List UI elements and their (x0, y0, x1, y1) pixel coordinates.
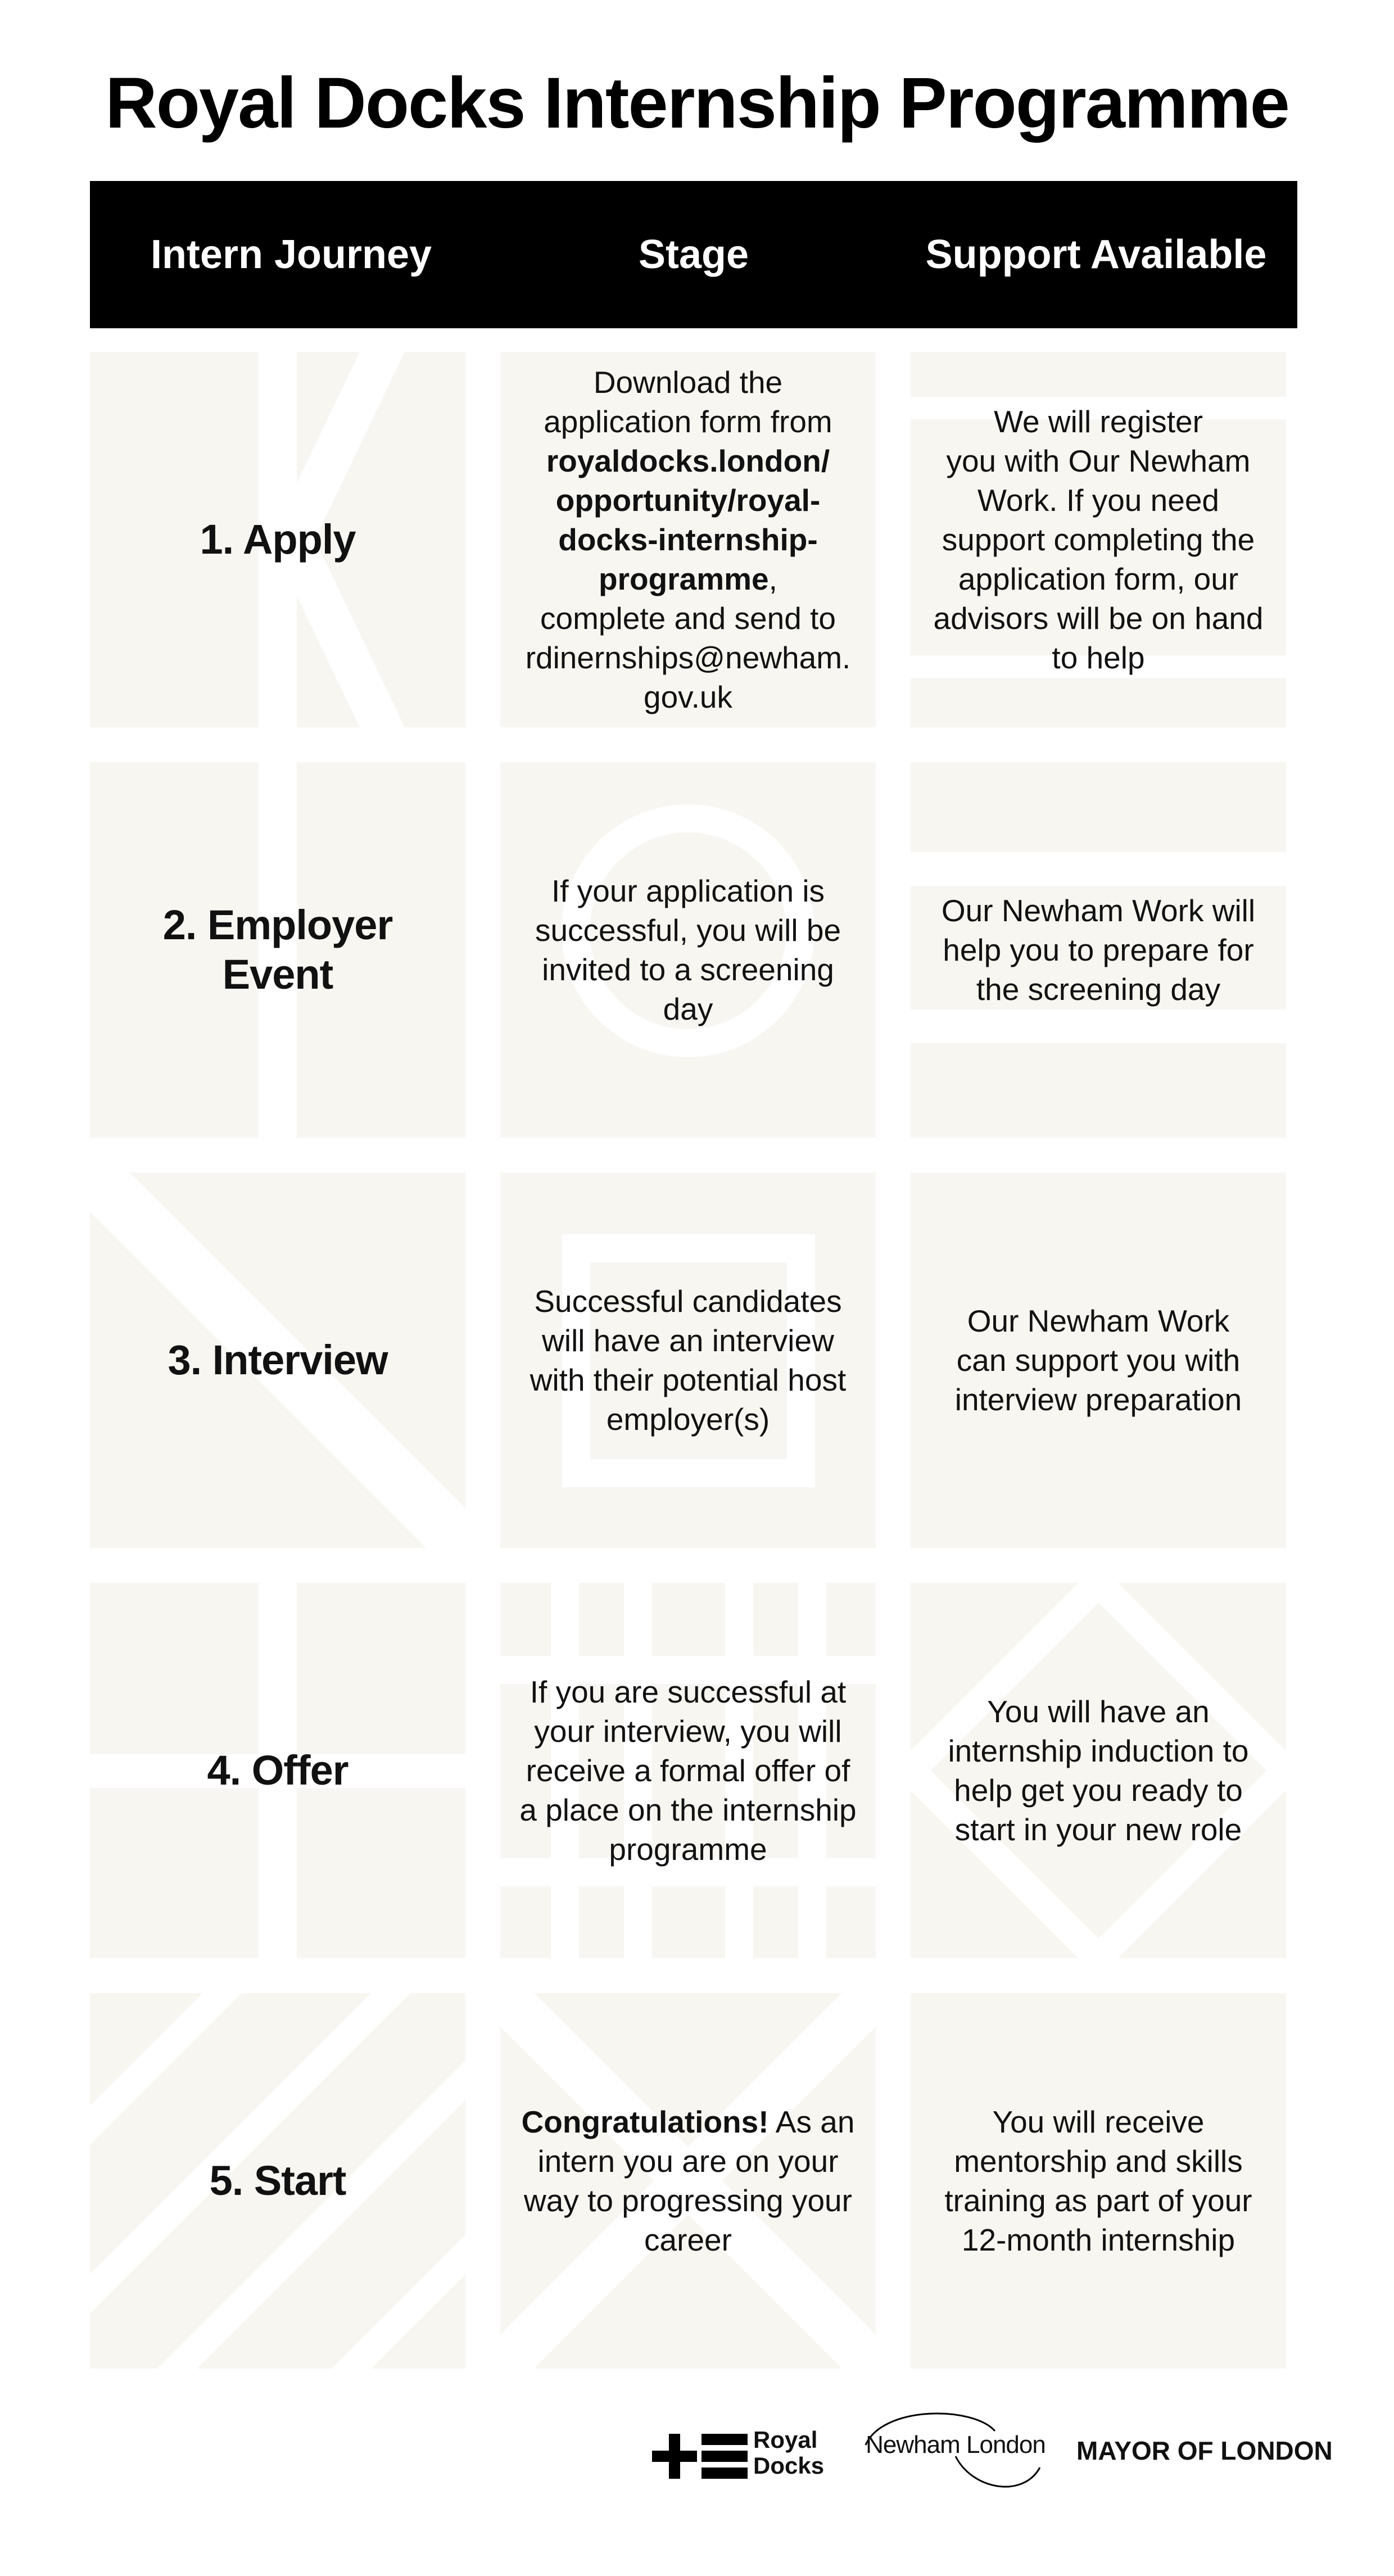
row3-stage-text: Successful candidates will have an interview with their potential host employer(s) (529, 1284, 847, 1437)
row1-support-cell (911, 352, 1286, 727)
row1-support-text: We will register you with Our Newham Work. If you need support completing the application form, our advisors will be on hand to help (933, 404, 1264, 675)
mayor-of-london-logo: MAYOR OF LONDON (1076, 2436, 1333, 2465)
row5-journey-cell (90, 1993, 465, 2369)
newham-london-logo-text: Newham London (866, 2431, 1046, 2459)
row2-journey-cell (90, 762, 465, 1138)
row3-support-cell (911, 1172, 1286, 1548)
row5-support-text: You will receive mentorship and skills training as part of your 12-month internship (944, 2104, 1252, 2257)
row2-support-text: Our Newham Work will help you to prepare for the screening day (941, 893, 1256, 1007)
royal-docks-logo-text: Royal Docks (753, 2426, 825, 2479)
row5-journey-label: 5. Start (209, 2157, 346, 2204)
row2-stage-cell (500, 762, 876, 1138)
row4-support-cell (911, 1583, 1286, 1958)
row1-stage-text: Download the application form from royaldocks.london/ opportunity/royal- docks-internship- programme, complete and send to rdinernships@newham. gov.uk (525, 365, 851, 714)
page-title: Royal Docks Internship Programme (105, 63, 1289, 143)
row2-stage-text: If your application is successful, you will be invited to a screening day (535, 873, 841, 1026)
row3-journey-label: 3. Interview (168, 1337, 388, 1383)
row2-journey-label: 2. Employer Event (162, 902, 393, 998)
row1-stage-cell (500, 352, 876, 727)
row4-journey-label: 4. Offer (207, 1747, 348, 1794)
row4-support-text: You will have an internship induction to help get you ready to start in your new role (948, 1694, 1249, 1847)
row5-stage-text: Congratulations! As an intern you are on your way to progressing your career (521, 2104, 855, 2257)
row3-support-text: Our Newham Work can support you with interview preparation (954, 1303, 1242, 1417)
row4-stage-cell (500, 1583, 876, 1958)
row5-support-cell (911, 1993, 1286, 2369)
row3-journey-cell (90, 1172, 465, 1548)
header-intern-journey: Intern Journey (150, 232, 432, 277)
row4-stage-text: If you are successful at your interview, you will receive a formal offer of a place on the internship programme (519, 1674, 857, 1867)
header-support-available: Support Available (925, 232, 1267, 277)
row1-journey-cell (90, 352, 465, 727)
header-stage: Stage (638, 232, 749, 277)
row3-stage-cell (500, 1172, 876, 1548)
royal-docks-logo-mark (652, 2428, 748, 2484)
table-header (90, 181, 1297, 328)
row4-journey-cell (90, 1583, 465, 1958)
row2-support-cell (911, 762, 1286, 1138)
row5-stage-cell (500, 1993, 876, 2369)
row1-journey-label: 1. Apply (200, 516, 356, 563)
